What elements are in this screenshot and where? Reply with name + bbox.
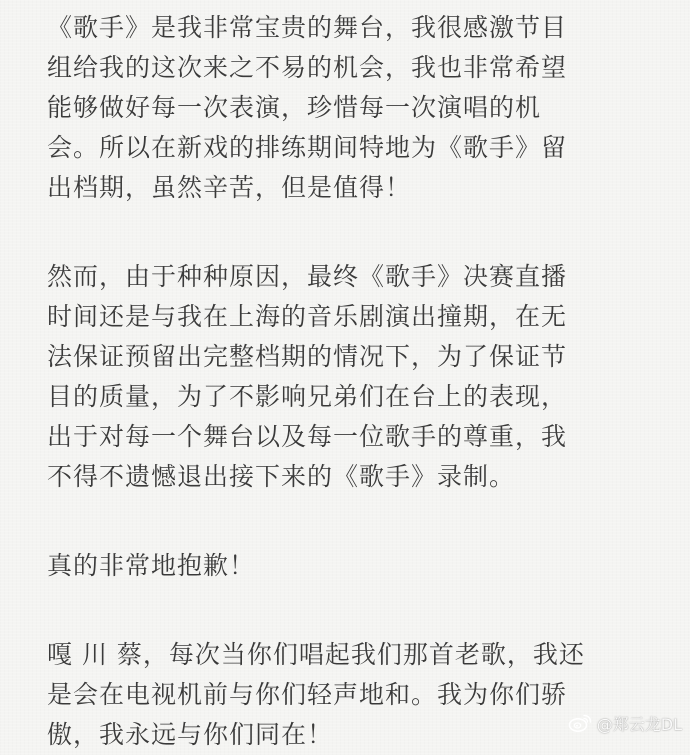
paragraph-withdrawal-reason <box>47 257 667 497</box>
text-line: 《歌手》是我非常宝贵的舞台，我很感激节目 <box>47 13 568 42</box>
text-line: 嘎 川 蔡，每次当你们唱起我们那首老歌，我还 <box>47 640 585 669</box>
text-line: 会。所以在新戏的排练期间特地为《歌手》留 <box>47 133 568 162</box>
paragraph-gap <box>47 586 667 635</box>
watermark-handle: @郑云龙DL <box>596 714 682 734</box>
paragraph-gap <box>47 208 667 257</box>
paragraph-apology <box>47 546 667 586</box>
text-line: 然而，由于种种原因，最终《歌手》决赛直播 <box>47 262 568 291</box>
text-line: 组给我的这次来之不易的机会，我也非常希望 <box>47 53 568 82</box>
text-line: 时间还是与我在上海的音乐剧演出撞期，在无 <box>47 302 568 331</box>
text-line: 能够做好每一次表演，珍惜每一次演唱的机 <box>47 93 542 122</box>
paragraph-gap <box>47 497 667 546</box>
text-line: 出于对每一个舞台以及每一位歌手的尊重，我 <box>47 422 568 451</box>
weibo-watermark <box>568 711 682 735</box>
text-line: 目的质量，为了不影响兄弟们在台上的表现， <box>47 382 568 411</box>
text-line: 法保证预留出完整档期的情况下，为了保证节 <box>47 342 568 371</box>
text-line: 真的非常地抱歉！ <box>47 551 256 580</box>
paragraph-message-to-friends <box>47 635 667 755</box>
text-line: 是会在电视机前与你们轻声地和。我为你们骄 <box>47 680 568 709</box>
text-line: 傲，我永远与你们同在！ <box>47 720 334 749</box>
paragraph-appreciation <box>47 8 667 208</box>
weibo-logo-icon <box>568 713 592 733</box>
text-line: 出档期，虽然辛苦，但是值得！ <box>47 173 412 202</box>
text-line: 不得不遗憾退出接下来的《歌手》录制。 <box>47 462 516 491</box>
statement-text <box>47 8 667 755</box>
